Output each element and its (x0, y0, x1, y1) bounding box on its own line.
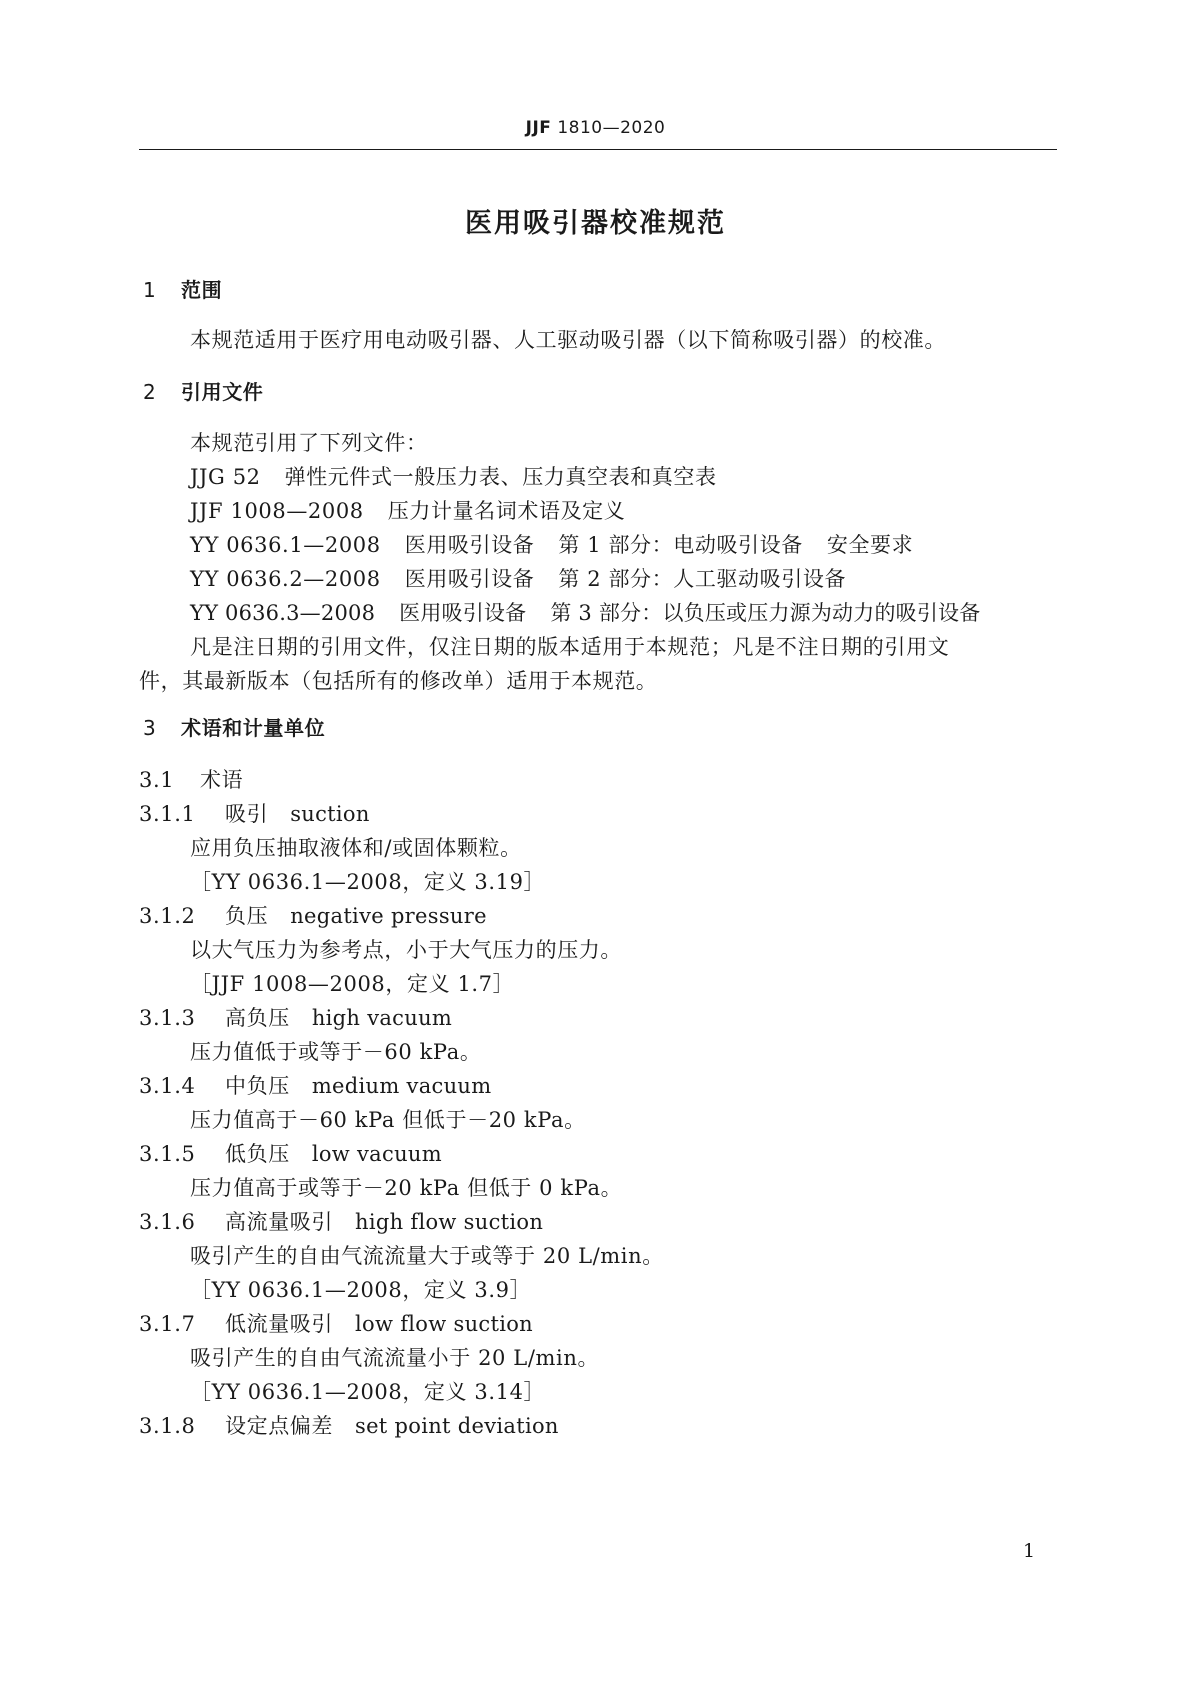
term-chinese: 低流量吸引 (225, 1312, 333, 1336)
subsection-number: 3.1 (139, 768, 175, 792)
term-chinese: 负压 (225, 904, 269, 928)
term-chinese: 中负压 (225, 1074, 290, 1098)
references-note-line-2: 件，其最新版本（包括所有的修改单）适用于本规范。 (139, 669, 658, 693)
term-chinese: 吸引 (225, 802, 269, 826)
section-number: 1 (143, 278, 157, 302)
section-2-heading (143, 378, 263, 406)
page-number: 1 (1023, 1540, 1036, 1562)
term-source: ［YY 0636.1—2008，定义 3.14］ (190, 1380, 546, 1404)
reference-item (190, 531, 913, 559)
reference-part: 第 3 部分：以负压或压力源为动力的吸引设备 (550, 601, 981, 625)
term-heading (139, 1412, 559, 1440)
reference-title: 弹性元件式一般压力表、压力真空表和真空表 (284, 465, 717, 489)
term-definition: 吸引产生的自由气流流量小于 20 L/min。 (190, 1346, 600, 1370)
term-definition: 吸引产生的自由气流流量大于或等于 20 L/min。 (190, 1244, 664, 1268)
section-number: 2 (143, 380, 157, 404)
reference-code: YY 0636.2—2008 (190, 567, 381, 591)
term-number: 3.1.4 (139, 1074, 196, 1098)
term-source: ［YY 0636.1—2008，定义 3.9］ (190, 1278, 532, 1302)
term-source: ［JJF 1008—2008，定义 1.7］ (190, 972, 515, 996)
term-english: medium vacuum (311, 1074, 492, 1098)
section-1-heading (143, 276, 222, 304)
running-header (0, 118, 1191, 138)
term-number: 3.1.2 (139, 904, 196, 928)
section-title: 范围 (181, 278, 223, 302)
term-heading (139, 1140, 442, 1168)
term-number: 3.1.6 (139, 1210, 196, 1234)
term-number: 3.1.1 (139, 802, 196, 826)
reference-item (190, 565, 846, 593)
reference-extra: 安全要求 (826, 533, 914, 557)
term-definition: 以大气压力为参考点，小于大气压力的压力。 (190, 938, 622, 962)
reference-item (190, 497, 625, 525)
term-chinese: 高负压 (225, 1006, 290, 1030)
reference-part: 第 2 部分：人工驱动吸引设备 (558, 567, 847, 591)
term-heading (139, 1310, 533, 1338)
term-definition: 应用负压抽取液体和/或固体颗粒。 (190, 836, 522, 860)
subsection-title: 术语 (200, 768, 244, 792)
reference-code: JJG 52 (190, 465, 261, 489)
term-chinese: 设定点偏差 (225, 1414, 333, 1438)
standard-code-number: 1810—2020 (557, 118, 666, 138)
term-heading (139, 1004, 452, 1032)
term-definition: 压力值低于或等于－60 kPa。 (190, 1040, 482, 1064)
term-definition: 压力值高于或等于－20 kPa 但低于 0 kPa。 (190, 1176, 623, 1200)
term-english: low flow suction (355, 1312, 533, 1336)
term-heading (139, 902, 487, 930)
term-english: suction (290, 802, 370, 826)
term-source: ［YY 0636.1—2008，定义 3.19］ (190, 870, 546, 894)
reference-title: 压力计量名词术语及定义 (387, 499, 626, 523)
term-definition: 压力值高于－60 kPa 但低于－20 kPa。 (190, 1108, 586, 1132)
reference-code: YY 0636.3—2008 (190, 601, 376, 625)
term-heading (139, 800, 370, 828)
term-chinese: 高流量吸引 (225, 1210, 333, 1234)
section-title: 引用文件 (181, 380, 264, 404)
reference-code: YY 0636.1—2008 (190, 533, 381, 557)
section-number: 3 (143, 716, 157, 740)
term-english: set point deviation (355, 1414, 559, 1438)
term-chinese: 低负压 (225, 1142, 290, 1166)
term-english: low vacuum (311, 1142, 442, 1166)
term-heading (139, 1072, 491, 1100)
term-number: 3.1.7 (139, 1312, 196, 1336)
reference-item (190, 463, 717, 491)
term-english: negative pressure (290, 904, 487, 928)
term-english: high vacuum (311, 1006, 453, 1030)
reference-code: JJF 1008—2008 (190, 499, 364, 523)
term-number: 3.1.3 (139, 1006, 196, 1030)
reference-title: 医用吸引设备 (404, 567, 535, 591)
reference-title: 医用吸引设备 (399, 601, 527, 625)
section-1-body: 本规范适用于医疗用电动吸引器、人工驱动吸引器（以下简称吸引器）的校准。 (190, 328, 946, 352)
references-note-line-1: 凡是注日期的引用文件，仅注日期的版本适用于本规范；凡是不注日期的引用文 (190, 635, 950, 659)
references-intro: 本规范引用了下列文件： (190, 431, 428, 455)
term-number: 3.1.5 (139, 1142, 196, 1166)
section-3-heading (143, 714, 325, 742)
reference-part: 第 1 部分：电动吸引设备 (558, 533, 803, 557)
header-divider (139, 149, 1057, 150)
subsection-3-1-heading (139, 766, 243, 794)
document-title: 医用吸引器校准规范 (465, 208, 726, 239)
term-number: 3.1.8 (139, 1414, 196, 1438)
reference-title: 医用吸引设备 (404, 533, 535, 557)
reference-item (190, 599, 980, 627)
section-title: 术语和计量单位 (181, 716, 326, 740)
term-english: high flow suction (355, 1210, 544, 1234)
standard-code-prefix: JJF (525, 118, 552, 138)
term-heading (139, 1208, 543, 1236)
